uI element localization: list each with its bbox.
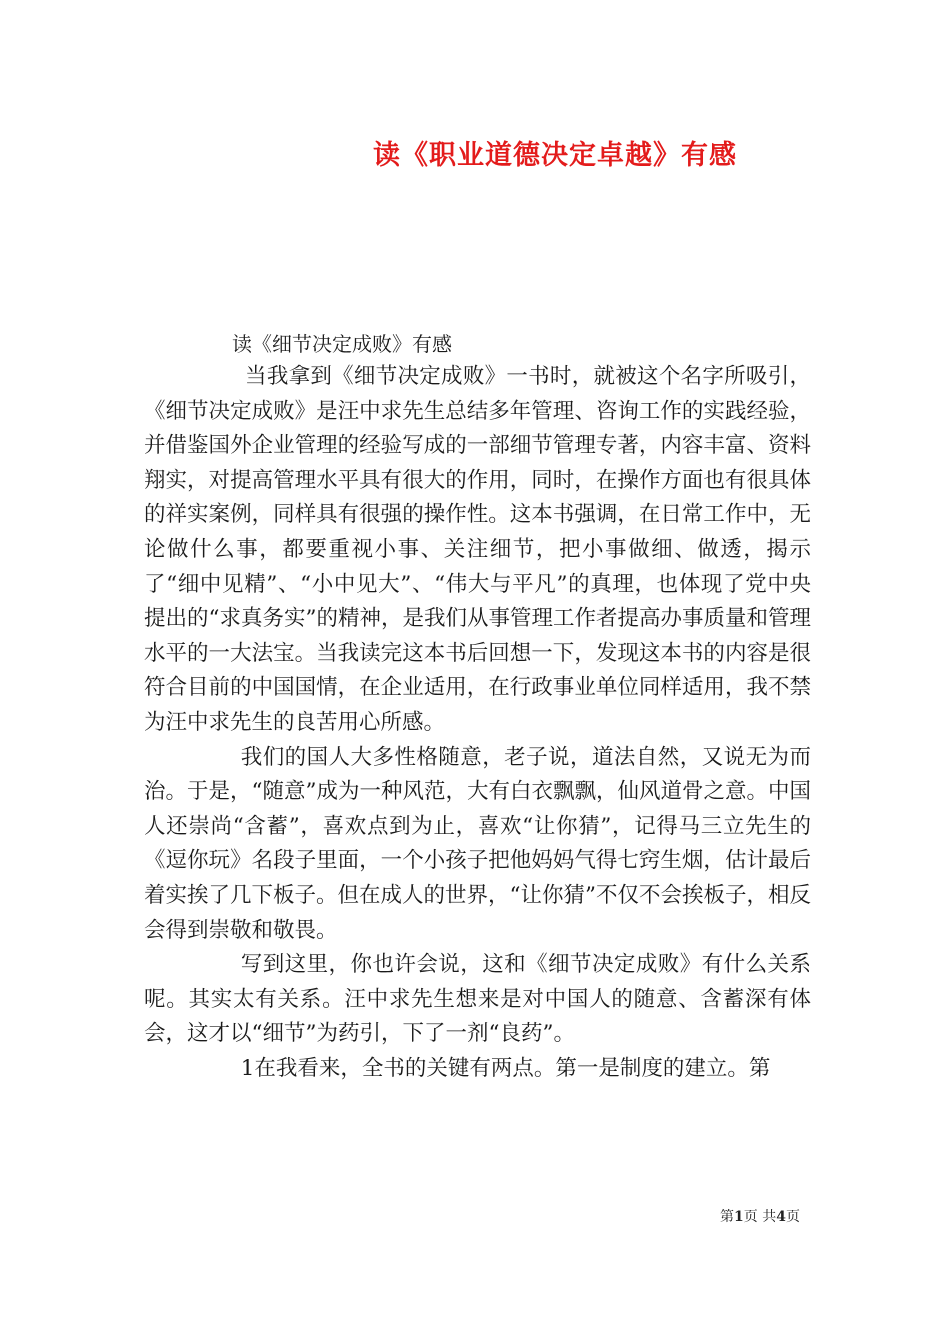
document-body: [144, 360, 811, 1086]
document-title: 读《职业道德决定卓越》有感: [373, 140, 737, 171]
footer-page-number: 1: [734, 1209, 744, 1225]
paragraph-1: 当我拿到《细节决定成败》一书时，就被这个名字所吸引，《细节决定成败》是汪中求先生总结多年管理、咨询工作的实践经验，并借鉴国外企业管理的经验写成的一部细节管理专著，内容丰富、资料翔实，对提高管理水平具有很大的作用，同时，在操作方面也有很具体的祥实案例，同样具有很强的操作性。这本书强调，在日常工作中，无论做什么事，都要重视小事、关注细节，把小事做细、做透，揭示了“细中见精”、“小中见大”、“伟大与平凡”的真理，也体现了党中央提出的“求真务实”的精神，是我们从事管理工作者提高办事质量和管理水平的一大法宝。当我读完这本书后回想一下，发现这本书的内容是很符合目前的中国国情，在企业适用，在行政事业单位同样适用，我不禁为汪中求先生的良苦用心所感。: [144, 364, 811, 735]
document-subtitle: 读《细节决定成败》有感: [232, 332, 452, 356]
paragraph-2: 我们的国人大多性格随意，老子说，道法自然，又说无为而治。于是，“随意”成为一种风范，大有白衣飘飘，仙风道骨之意。中国人还崇尚“含蓄”，喜欢点到为止，喜欢“让你猜”，记得马三立先生的《逗你玩》名段子里面，一个小孩子把他妈妈气得七窍生烟，估计最后着实挨了几下板子。但在成人的世界，“让你猜”不仅不会挨板子，相反会得到崇敬和敬畏。: [144, 744, 811, 943]
footer-total-pages: 4: [776, 1209, 786, 1225]
footer-middle: 页 共: [743, 1209, 777, 1225]
footer-suffix: 页: [785, 1209, 800, 1225]
paragraph-4: 1在我看来，全书的关键有两点。第一是制度的建立。第: [240, 1055, 771, 1081]
page-footer: [720, 1206, 800, 1226]
footer-prefix: 第: [720, 1209, 734, 1225]
paragraph-3: 写到这里，你也许会说，这和《细节决定成败》有什么关系呢。其实太有关系。汪中求先生想来是对中国人的随意、含蓄深有体会，这才以“细节”为药引，下了一剂“良药”。: [144, 952, 811, 1047]
